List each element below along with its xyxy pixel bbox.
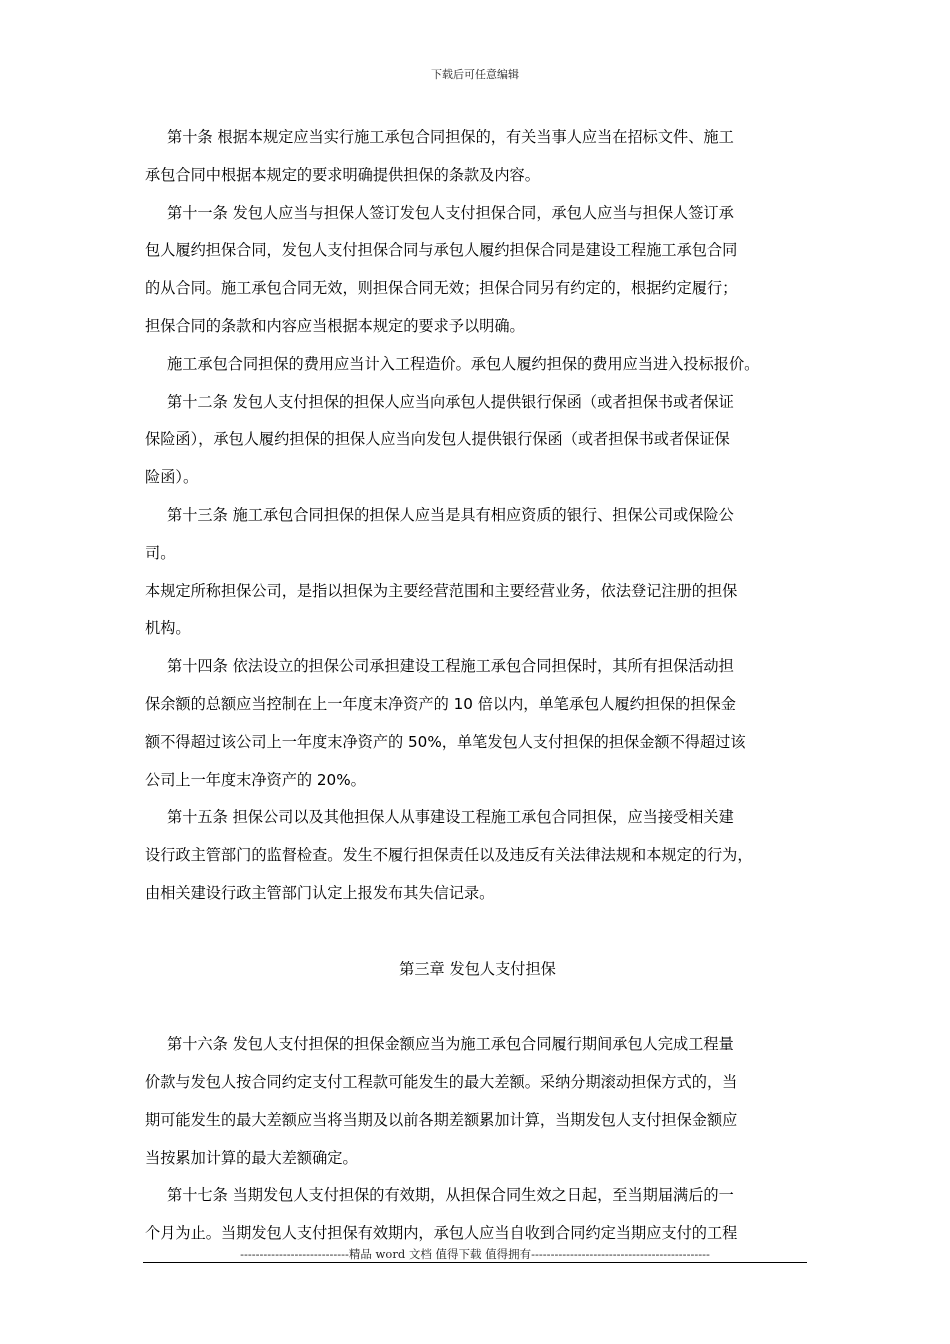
text-line: 第十五条 担保公司以及其他担保人从事建设工程施工承包合同担保，应当接受相关建 — [167, 808, 734, 827]
document-body — [145, 124, 810, 1258]
text-line: 个月为止。当期发包人支付担保有效期内，承包人应当自收到合同约定当期应支付的工程 — [145, 1224, 738, 1243]
page-footer: ----------------------------精品 word 文档 值得下载 值得拥有---------------------------------------------- — [240, 1247, 710, 1261]
blank-line — [145, 993, 810, 1031]
text-line: 保险函），承包人履约担保的担保人应当向发包人提供银行保函（或者担保书或者保证保 — [145, 430, 730, 449]
text-line: 由相关建设行政主管部门认定上报发布其失信记录。 — [145, 883, 495, 902]
blank-line — [145, 918, 810, 956]
text-line: 额不得超过该公司上一年度末净资产的 50%，单笔发包人支付担保的担保金额不得超过该 — [145, 732, 746, 751]
text-line: 第十二条 发包人支付担保的担保人应当向承包人提供银行保函（或者担保书或者保证 — [167, 392, 734, 411]
text-line: 施工承包合同担保的费用应当计入工程造价。承包人履约担保的费用应当进入投标报价。 — [167, 354, 760, 373]
chapter-heading: 第三章 发包人支付担保 — [399, 959, 556, 978]
text-line: 第十条 根据本规定应当实行施工承包合同担保的，有关当事人应当在招标文件、施工 — [167, 128, 734, 146]
text-line: 本规定所称担保公司，是指以担保为主要经营范围和主要经营业务，依法登记注册的担保 — [145, 581, 738, 600]
text-line: 担保合同的条款和内容应当根据本规定的要求予以明确。 — [145, 316, 525, 335]
text-line: 设行政主管部门的监督检查。发生不履行担保责任以及违反有关法律法规和本规定的行为， — [145, 846, 753, 865]
text-line: 公司上一年度末净资产的 20%。 — [145, 770, 366, 789]
text-line: 第十七条 当期发包人支付担保的有效期，从担保合同生效之日起，至当期届满后的一 — [167, 1186, 734, 1205]
text-line: 司。 — [145, 543, 176, 562]
text-line: 第十六条 发包人支付担保的担保金额应当为施工承包合同履行期间承包人完成工程量 — [167, 1035, 734, 1054]
text-line: 包人履约担保合同，发包人支付担保合同与承包人履约担保合同是建设工程施工承包合同 — [145, 241, 738, 260]
page-header: 下载后可任意编辑 — [431, 68, 519, 81]
text-line: 期可能发生的最大差额应当将当期及以前各期差额累加计算，当期发包人支付担保金额应 — [145, 1110, 738, 1129]
text-line: 第十四条 依法设立的担保公司承担建设工程施工承包合同担保时，其所有担保活动担 — [167, 657, 734, 676]
text-line: 当按累加计算的最大差额确定。 — [145, 1148, 358, 1167]
text-line: 机构。 — [145, 619, 191, 638]
text-line: 保余额的总额应当控制在上一年度末净资产的 10 倍以内，单笔承包人履约担保的担保金 — [145, 694, 736, 713]
text-line: 第十三条 施工承包合同担保的担保人应当是具有相应资质的银行、担保公司或保险公 — [167, 505, 734, 524]
text-line: 的从合同。施工承包合同无效，则担保合同无效；担保合同另有约定的，根据约定履行； — [145, 279, 738, 298]
text-line: 第十一条 发包人应当与担保人签订发包人支付担保合同，承包人应当与担保人签订承 — [167, 203, 734, 222]
text-line: 价款与发包人按合同约定支付工程款可能发生的最大差额。采纳分期滚动担保方式的，当 — [145, 1072, 738, 1091]
text-line: 险函）。 — [145, 468, 199, 487]
footer-rule — [143, 1262, 807, 1263]
text-line: 承包合同中根据本规定的要求明确提供担保的条款及内容。 — [145, 165, 540, 184]
